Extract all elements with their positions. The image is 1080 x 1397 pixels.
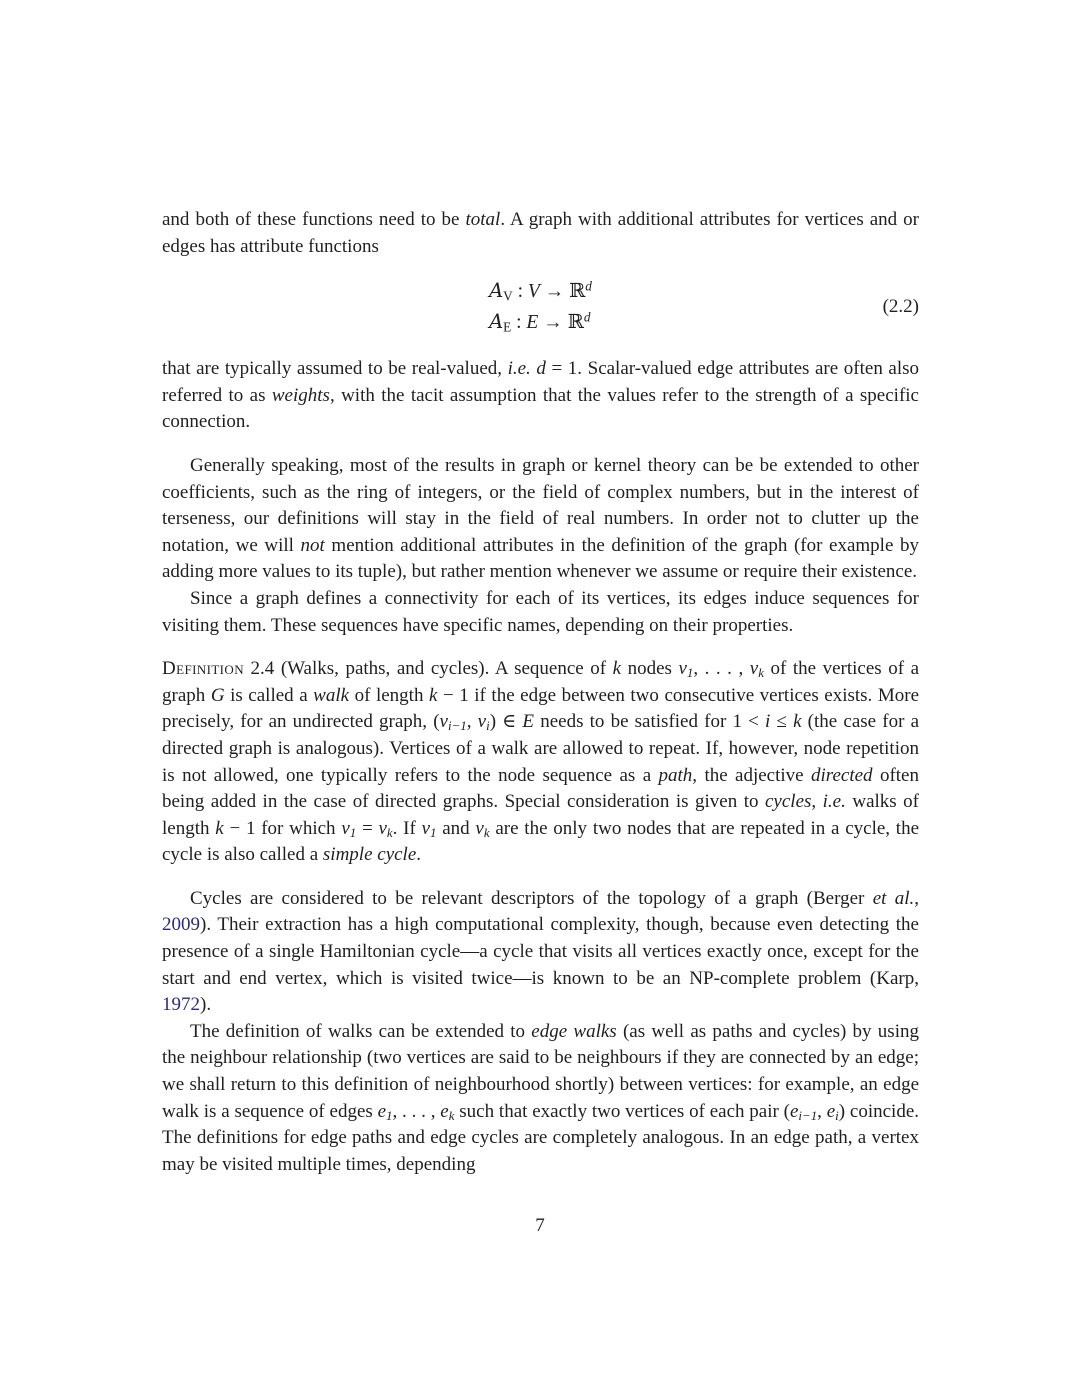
equation-number: (2.2): [882, 296, 919, 318]
paragraph-since-graph: Since a graph defines a connectivity for each of its vertices, its edges induce sequences for visiting them. These sequences have specific names, depending on their properties.: [162, 587, 919, 636]
paragraph-real-valued: that are typically assumed to be real-valued, i.e. d = 1. Scalar-valued edge attributes are often also referred to as weights, with the tacit assumption that the values refer to the strength of a specific connection.: [162, 358, 920, 433]
equation-line-edge-attributes: $A_E$ : E → ℝ$^d$: [489, 309, 591, 335]
page-number: 7: [535, 1215, 545, 1236]
citation-link[interactable]: 1972: [162, 994, 200, 1016]
paragraph-generally-speaking: Generally speaking, most of the results in graph or kernel theory can be be extended to other coefficients, such as the ring of integers, or the field of complex numbers, but in the interest of terseness, our definitions will stay in the field of real numbers. In order not to clutter up the notation, we will not mention additional attributes in the definition of the graph (for example by adding more values to its tuple), but rather mention whenever we assume or require their existence.: [162, 454, 919, 583]
paragraph-cycles-descriptors: Cycles are considered to be relevant descriptors of the topology of a graph (Berger et al., 2009). Their extraction has a high computational complexity, though, because even detecting the presence of a single Hamiltonian cycle—a cycle that visits all vertices exactly once, except for the start and end vertex, which is visited twice—is known to be an NP-complete problem (Karp, 1972).: [162, 887, 919, 1016]
paragraph-edge-walks: The definition of walks can be extended to edge walks (as well as paths and cycles) by using the neighbour relationship (two vertices are said to be neighbours if they are connected by an edge; we shall return to this definition of neighbourhood shortly) between vertices: for example, an edge walk is a sequence of edges $e_1$, . . . , $e_k$ such that exactly two vertices of each pair ($e_{i-1}$, $e_i$) coincide. The definitions for edge paths and edge cycles are completely analogous. In an edge path, a vertex may be visited multiple times, depending: [162, 1020, 920, 1175]
equation-line-vertex-attributes: $A_V$ : V → ℝ$^d$: [489, 278, 592, 304]
definition-2-4-walks-paths-cycles: Definition 2.4 (Walks, paths, and cycles). A sequence of k nodes $v_1$, . . . , $v_k$ of the vertices of a graph G is called a walk of length k − 1 if the edge between two consecutive vertices exists. More precisely, for an undirected graph, ($v_{i-1}$, $v_i$) ∈ E needs to be satisfied for 1 < i ≤ k (the case for a directed graph is analogous). Vertices of a walk are allowed to repeat. If, however, node repetition is not allowed, one typically refers to the node sequence as a path, the adjective directed often being added in the case of directed graphs. Special consideration is given to cycles, i.e. walks of length k − 1 for which $v_1 = v_k$. If $v_1$ and $v_k$ are the only two nodes that are repeated in a cycle, the cycle is also called a simple cycle.: [162, 658, 920, 866]
text-column: [162, 207, 919, 1178]
paragraph-attributes-intro: and both of these functions need to be total. A graph with additional attributes for vertices and or edges has attribute functions: [162, 209, 920, 257]
equation-block: [162, 276, 919, 338]
equation-lines: [489, 276, 592, 338]
citation-link[interactable]: 2009: [162, 914, 200, 936]
